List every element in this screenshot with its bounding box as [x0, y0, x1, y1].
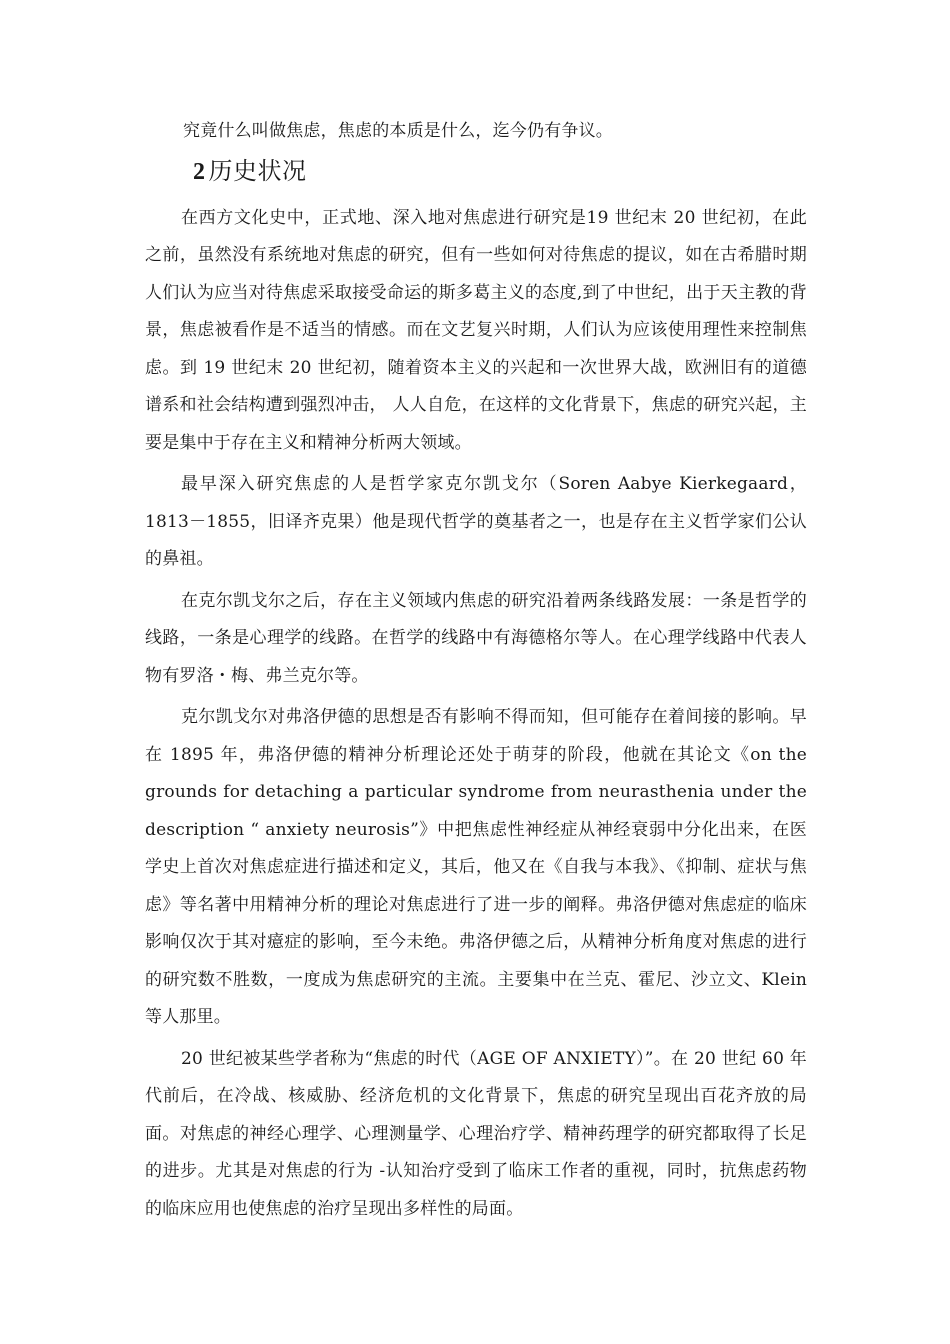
section-heading [145, 151, 807, 192]
body-paragraph-5: 20 世纪被某些学者称为“焦虑的时代（AGE OF ANXIETY）”。在 20 世纪 60 年代前后，在冷战、核威胁、经济危机的文化背景下，焦虑的研究呈现出百花齐放的局面。对焦虑的神经心理学、心理测量学、心理治疗学、精神药理学的研究都取得了长足的进步。尤其是对焦虑的行为 -认知治疗受到了临床工作者的重视，同时，抗焦虑药物的临床应用也使焦虑的治疗呈现出多样性的局面。 [145, 1048, 807, 1219]
section-title: 历史状况 [208, 156, 307, 185]
body-paragraph-2: 最早深入研究焦虑的人是哲学家克尔凯戈尔（Soren Aabye Kierkegaard，1813－1855，旧译齐克果）他是现代哲学的奠基者之一，也是存在主义哲学家们公认的鼻祖。 [145, 474, 807, 569]
document-page [145, 113, 807, 1232]
section-number: 2 [193, 158, 206, 185]
body-paragraph-3: 在克尔凯戈尔之后，存在主义领域内焦虑的研究沿着两条线路发展：一条是哲学的线路，一条是心理学的线路。在哲学的线路中有海德格尔等人。在心理学线路中代表人物有罗洛・梅、弗兰克尔等。 [145, 590, 807, 686]
body-paragraph-4: 克尔凯戈尔对弗洛伊德的思想是否有影响不得而知，但可能存在着间接的影响。早在 1895 年，弗洛伊德的精神分析理论还处于萌芽的阶段，他就在其论文《on the grounds for detaching a particular syndrome from neurasthenia under the description “ anxiety neurosis”》中把焦虑性神经症从神经衰弱中分化出来，在医学史上首次对焦虑症进行描述和定义，其后，他又在《自我与本我》、《抑制、症状与焦虑》等名著中用精神分析的理论对焦虑进行了进一步的阐释。弗洛伊德对焦虑症的临床影响仅次于其对癔症的影响，至今未绝。弗洛伊德之后，从精神分析角度对焦虑的进行的研究数不胜数，一度成为焦虑研究的主流。主要集中在兰克、霍尼、沙立文、Klein 等人那里。 [145, 707, 807, 1027]
intro-paragraph: 究竟什么叫做焦虑，焦虑的本质是什么，迄今仍有争议。 [183, 121, 613, 141]
body-paragraph-1: 在西方文化史中，正式地、深入地对焦虑进行研究是19 世纪末 20 世纪初，在此之前，虽然没有系统地对焦虑的研究，但有一些如何对待焦虑的提议，如在古希腊时期人们认为应当对待焦虑采取接受命运的斯多葛主义的态度,到了中世纪，出于天主教的背景，焦虑被看作是不适当的情感。而在文艺复兴时期，人们认为应该使用理性来控制焦虑。到 19 世纪末 20 世纪初，随着资本主义的兴起和一次世界大战，欧洲旧有的道德谱系和社会结构遭到强烈冲击， 人人自危，在这样的文化背景下，焦虑的研究兴起，主要是集中于存在主义和精神分析两大领域。 [145, 207, 807, 453]
